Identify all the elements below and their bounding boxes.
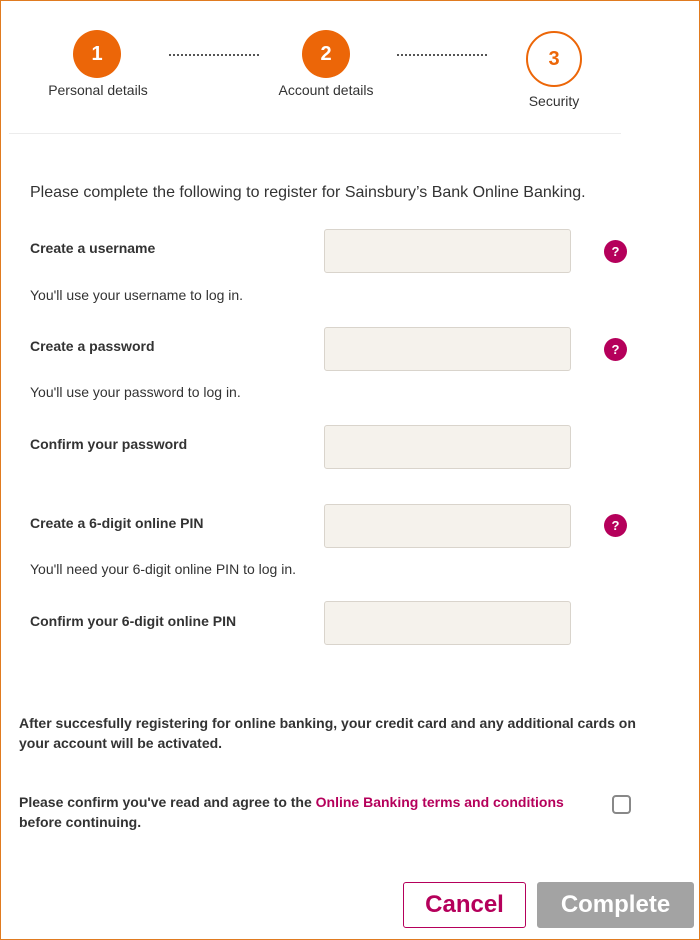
terms-prefix: Please confirm you've read and agree to the xyxy=(19,794,316,810)
step-3-circle xyxy=(526,31,582,87)
pin-help-question-icon[interactable] xyxy=(604,514,627,537)
username-hint: You'll use your username to log in. xyxy=(30,287,244,303)
step-1-label: Personal details xyxy=(48,82,148,98)
username-input[interactable] xyxy=(324,229,571,273)
password-input[interactable] xyxy=(324,327,571,371)
stepper-divider xyxy=(9,133,621,134)
password-help-question-icon[interactable] xyxy=(604,338,627,361)
pin-label: Create a 6-digit online PIN xyxy=(30,515,204,531)
terms-statement xyxy=(19,792,599,832)
pin-input[interactable] xyxy=(324,504,571,548)
step-1-number: 1 xyxy=(91,42,103,65)
step-3-label: Security xyxy=(528,93,580,109)
username-help-question-icon[interactable] xyxy=(604,240,627,263)
intro-text: Please complete the following to register for Sainsbury’s Bank Online Banking. xyxy=(30,184,586,201)
cancel-button[interactable]: Cancel xyxy=(403,882,526,928)
confirm-password-label: Confirm your password xyxy=(30,436,188,452)
terms-suffix: before continuing. xyxy=(19,814,142,830)
confirm-password-input[interactable] xyxy=(324,425,571,469)
password-label: Create a password xyxy=(30,338,155,354)
help-glyph: ? xyxy=(611,518,620,533)
confirm-pin-label: Confirm your 6-digit online PIN xyxy=(30,613,237,629)
terms-checkbox[interactable] xyxy=(612,795,631,814)
help-glyph: ? xyxy=(611,342,620,357)
help-glyph: ? xyxy=(611,244,620,259)
step-2-circle xyxy=(302,30,350,78)
step-2-number: 2 xyxy=(320,42,332,65)
activation-notice: After succesfully registering for online banking, your credit card and any additional cards on your account will be activated. xyxy=(19,715,636,751)
confirm-pin-input[interactable] xyxy=(324,601,571,645)
step-3-number: 3 xyxy=(548,47,560,70)
password-hint: You'll use your password to log in. xyxy=(30,384,241,400)
step-connector-1 xyxy=(169,54,259,56)
username-label: Create a username xyxy=(30,240,156,256)
pin-hint: You'll need your 6-digit online PIN to log in. xyxy=(30,561,296,577)
step-1-circle xyxy=(73,30,121,78)
complete-button[interactable]: Complete xyxy=(537,882,694,928)
step-2-label: Account details xyxy=(278,82,374,98)
terms-link[interactable]: Online Banking terms and conditions xyxy=(315,794,564,810)
step-connector-2 xyxy=(397,54,487,56)
